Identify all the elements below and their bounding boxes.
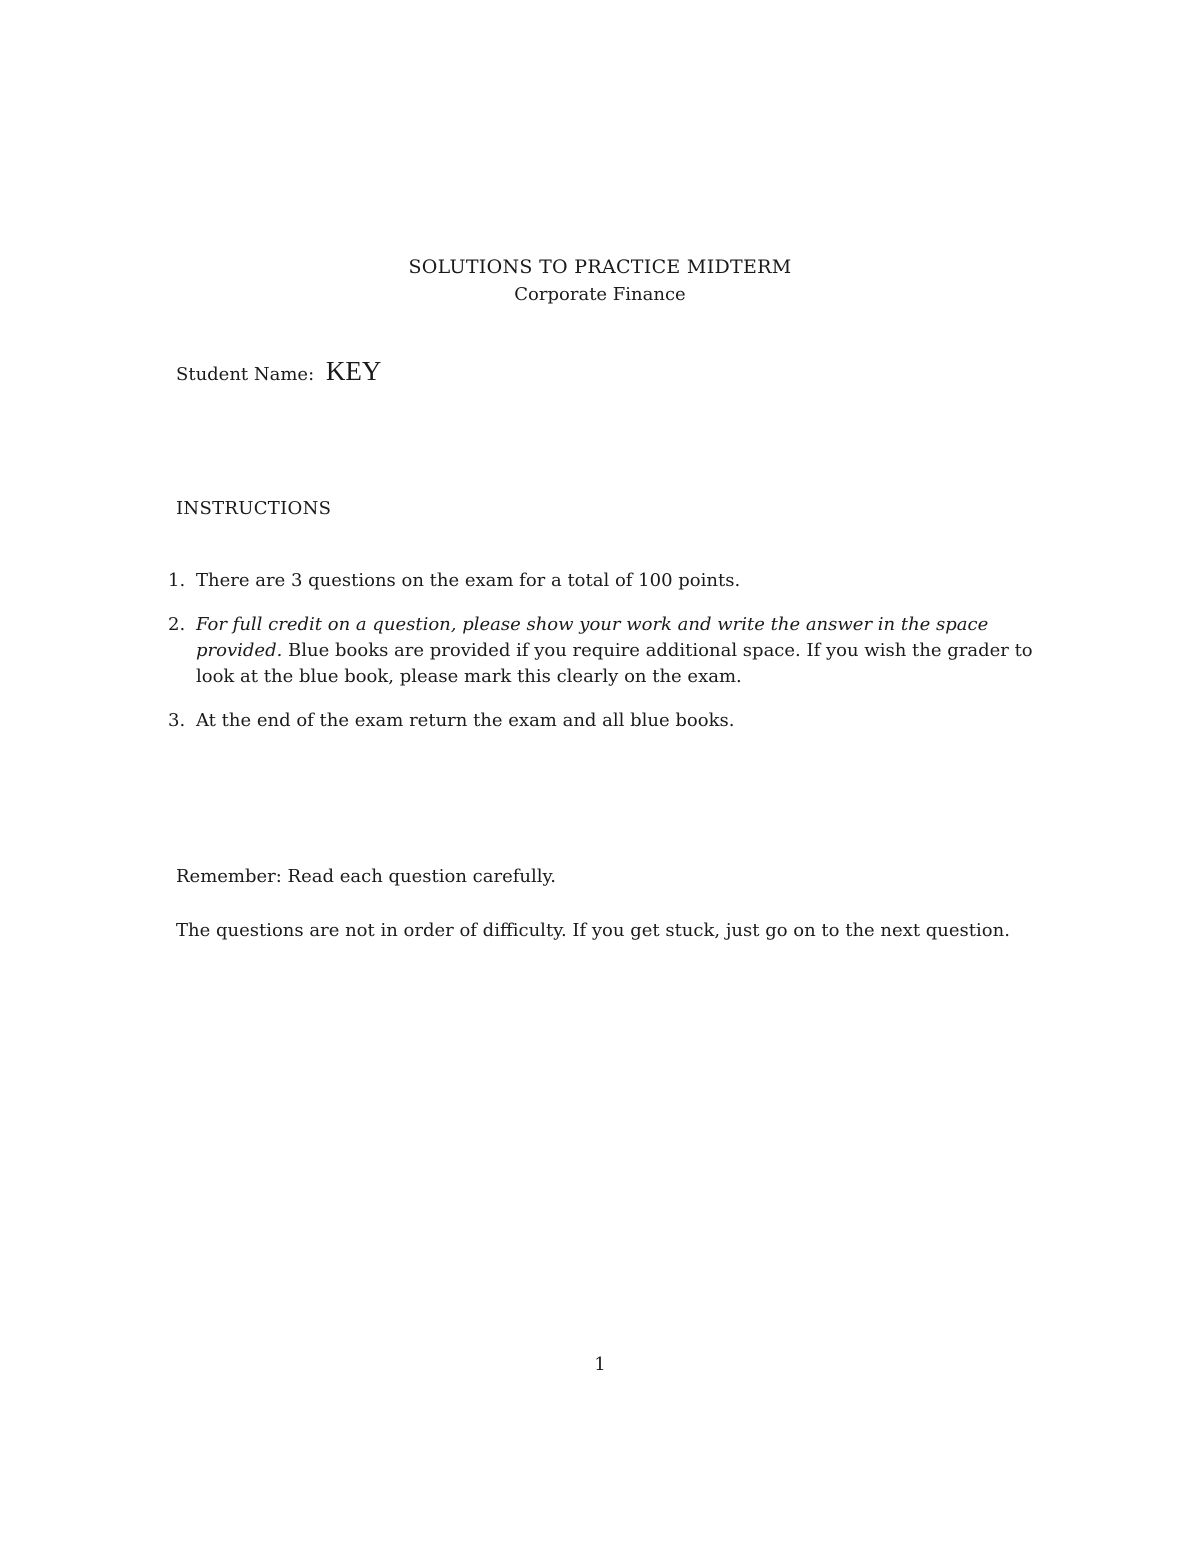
page-number: 1 — [594, 1354, 606, 1375]
instructions-heading: INSTRUCTIONS — [176, 498, 332, 519]
instruction-number: 3. — [168, 710, 186, 731]
difficulty-note: The questions are not in order of difficulty. If you get stuck, just go on to the next question. — [176, 920, 1010, 941]
instruction-emphasis-text: For full credit on a question, please show your work and write the answer in the space provided. — [196, 614, 989, 661]
instruction-item — [168, 708, 1068, 734]
page-title: SOLUTIONS TO PRACTICE MIDTERM — [408, 256, 792, 278]
student-name-label: Student Name: — [176, 364, 315, 385]
student-name-line — [176, 356, 381, 387]
student-name-value: KEY — [325, 356, 382, 386]
remember-note: Remember: Read each question carefully. — [176, 866, 557, 887]
instructions-list — [168, 568, 1068, 752]
instruction-number: 1. — [168, 570, 186, 591]
instruction-text: There are 3 questions on the exam for a total of 100 points. — [196, 570, 741, 591]
instruction-item — [168, 612, 1068, 690]
instruction-text: At the end of the exam return the exam and all blue books. — [196, 710, 735, 731]
instruction-number: 2. — [168, 614, 186, 635]
instruction-item — [168, 568, 1068, 594]
page-subtitle: Corporate Finance — [514, 284, 686, 305]
instruction-text: Blue books are provided if you require additional space. If you wish the grader to look at the blue book, please mark this clearly on the exam. — [196, 640, 1033, 687]
